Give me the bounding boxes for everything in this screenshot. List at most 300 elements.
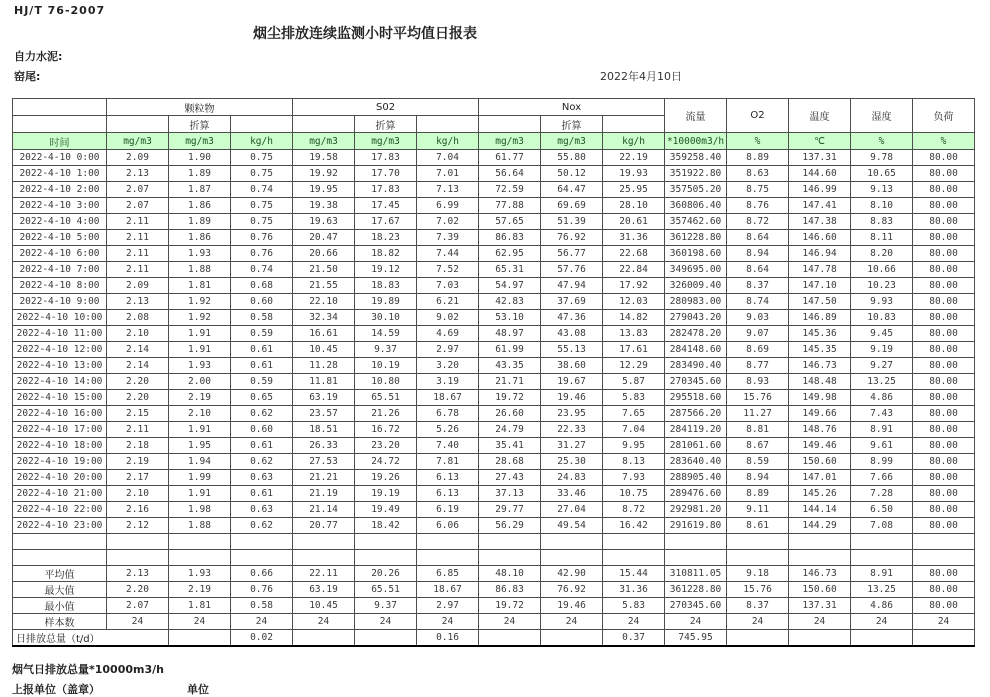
daily-total-value-cell: 745.95: [665, 630, 727, 647]
value-cell: 16.72: [355, 422, 417, 438]
value-cell: 17.70: [355, 166, 417, 182]
unit-cell-9: *10000m3/h: [665, 133, 727, 150]
value-cell: 1.91: [169, 342, 231, 358]
value-cell: 9.11: [727, 502, 789, 518]
value-cell: 2.97: [417, 342, 479, 358]
time-cell: 2022-4-10 21:00: [13, 486, 107, 502]
value-cell: 0.76: [231, 230, 293, 246]
value-cell: 7.39: [417, 230, 479, 246]
empty-cell: [13, 534, 107, 550]
value-cell: 7.28: [851, 486, 913, 502]
value-cell: 15.76: [727, 390, 789, 406]
data-row: [13, 214, 975, 230]
data-row: [13, 518, 975, 534]
value-cell: 80.00: [913, 326, 975, 342]
value-cell: 2.10: [107, 326, 169, 342]
value-cell: 27.43: [479, 470, 541, 486]
value-cell: 10.65: [851, 166, 913, 182]
empty-cell: [417, 534, 479, 550]
value-cell: 80.00: [913, 262, 975, 278]
value-cell: 146.73: [789, 358, 851, 374]
summary-row: [13, 566, 975, 582]
value-cell: 14.59: [355, 326, 417, 342]
unit-cell-1: mg/m3: [169, 133, 231, 150]
summary-value-cell: 24: [789, 614, 851, 630]
time-cell: 2022-4-10 6:00: [13, 246, 107, 262]
value-cell: 19.26: [355, 470, 417, 486]
value-cell: 19.58: [293, 150, 355, 166]
header-group-1: S02: [293, 99, 479, 116]
value-cell: 37.13: [479, 486, 541, 502]
daily-total-value-cell: [789, 630, 851, 647]
value-cell: 10.19: [355, 358, 417, 374]
time-cell: 2022-4-10 5:00: [13, 230, 107, 246]
summary-row: [13, 614, 975, 630]
header-span-col-3: 湿度: [851, 99, 913, 133]
header-sub-empty: [293, 116, 355, 133]
value-cell: 0.68: [231, 278, 293, 294]
summary-value-cell: 24: [665, 614, 727, 630]
time-cell: 2022-4-10 14:00: [13, 374, 107, 390]
unit-cell-2: kg/h: [231, 133, 293, 150]
value-cell: 289476.60: [665, 486, 727, 502]
value-cell: 146.89: [789, 310, 851, 326]
summary-value-cell: 361228.80: [665, 582, 727, 598]
value-cell: 80.00: [913, 438, 975, 454]
value-cell: 51.39: [541, 214, 603, 230]
value-cell: 3.20: [417, 358, 479, 374]
value-cell: 148.48: [789, 374, 851, 390]
data-row: [13, 294, 975, 310]
value-cell: 295518.60: [665, 390, 727, 406]
empty-cell: [727, 534, 789, 550]
summary-value-cell: 22.11: [293, 566, 355, 582]
summary-value-cell: 24: [107, 614, 169, 630]
empty-cell: [851, 534, 913, 550]
summary-label: 样本数: [13, 614, 107, 630]
value-cell: 8.99: [851, 454, 913, 470]
footer-line: [12, 681, 990, 696]
data-row: [13, 150, 975, 166]
value-cell: 22.68: [603, 246, 665, 262]
value-cell: 2.07: [107, 182, 169, 198]
unit-cell-0: mg/m3: [107, 133, 169, 150]
data-row: [13, 438, 975, 454]
value-cell: 8.75: [727, 182, 789, 198]
value-cell: 80.00: [913, 166, 975, 182]
value-cell: 19.12: [355, 262, 417, 278]
summary-value-cell: 15.76: [727, 582, 789, 598]
summary-value-cell: 42.90: [541, 566, 603, 582]
summary-value-cell: 31.36: [603, 582, 665, 598]
value-cell: 0.74: [231, 182, 293, 198]
time-cell: 2022-4-10 9:00: [13, 294, 107, 310]
value-cell: 80.00: [913, 246, 975, 262]
value-cell: 80.00: [913, 230, 975, 246]
value-cell: 80.00: [913, 358, 975, 374]
empty-cell: [913, 550, 975, 566]
time-cell: 2022-4-10 15:00: [13, 390, 107, 406]
value-cell: 8.93: [727, 374, 789, 390]
value-cell: 282478.20: [665, 326, 727, 342]
value-cell: 19.95: [293, 182, 355, 198]
data-row: [13, 374, 975, 390]
value-cell: 9.27: [851, 358, 913, 374]
value-cell: 2.11: [107, 230, 169, 246]
value-cell: 13.25: [851, 374, 913, 390]
value-cell: 8.89: [727, 486, 789, 502]
value-cell: 29.77: [479, 502, 541, 518]
value-cell: 349695.00: [665, 262, 727, 278]
daily-total-row: [13, 630, 975, 647]
value-cell: 19.67: [541, 374, 603, 390]
value-cell: 4.69: [417, 326, 479, 342]
summary-value-cell: 24: [231, 614, 293, 630]
value-cell: 2.13: [107, 166, 169, 182]
header-row-groups: [13, 99, 975, 116]
header-span-col-2: 温度: [789, 99, 851, 133]
empty-cell: [13, 550, 107, 566]
value-cell: 24.72: [355, 454, 417, 470]
value-cell: 8.76: [727, 198, 789, 214]
data-row: [13, 502, 975, 518]
value-cell: 9.02: [417, 310, 479, 326]
time-cell: 2022-4-10 17:00: [13, 422, 107, 438]
time-cell: 2022-4-10 4:00: [13, 214, 107, 230]
value-cell: 49.54: [541, 518, 603, 534]
value-cell: 147.50: [789, 294, 851, 310]
value-cell: 6.13: [417, 486, 479, 502]
value-cell: 30.10: [355, 310, 417, 326]
header-sub-empty: [417, 116, 479, 133]
value-cell: 57.65: [479, 214, 541, 230]
value-cell: 18.67: [417, 390, 479, 406]
value-cell: 283490.40: [665, 358, 727, 374]
header-group-2: Nox: [479, 99, 665, 116]
value-cell: 64.47: [541, 182, 603, 198]
value-cell: 8.64: [727, 262, 789, 278]
time-cell: 2022-4-10 16:00: [13, 406, 107, 422]
daily-total-value-cell: 0.16: [417, 630, 479, 647]
value-cell: 20.61: [603, 214, 665, 230]
value-cell: 13.83: [603, 326, 665, 342]
value-cell: 7.81: [417, 454, 479, 470]
value-cell: 20.66: [293, 246, 355, 262]
header-row-units: [13, 133, 975, 150]
value-cell: 6.99: [417, 198, 479, 214]
value-cell: 2.15: [107, 406, 169, 422]
summary-value-cell: 2.13: [107, 566, 169, 582]
summary-value-cell: 8.37: [727, 598, 789, 614]
value-cell: 28.68: [479, 454, 541, 470]
summary-value-cell: 0.76: [231, 582, 293, 598]
value-cell: 22.33: [541, 422, 603, 438]
value-cell: 8.37: [727, 278, 789, 294]
value-cell: 9.07: [727, 326, 789, 342]
value-cell: 56.77: [541, 246, 603, 262]
value-cell: 6.21: [417, 294, 479, 310]
value-cell: 1.99: [169, 470, 231, 486]
daily-total-value-cell: [913, 630, 975, 647]
value-cell: 11.81: [293, 374, 355, 390]
value-cell: 147.01: [789, 470, 851, 486]
value-cell: 8.59: [727, 454, 789, 470]
value-cell: 80.00: [913, 182, 975, 198]
value-cell: 53.10: [479, 310, 541, 326]
value-cell: 20.47: [293, 230, 355, 246]
unit-cell-6: mg/m3: [479, 133, 541, 150]
summary-row: [13, 582, 975, 598]
value-cell: 14.82: [603, 310, 665, 326]
value-cell: 8.74: [727, 294, 789, 310]
value-cell: 8.72: [727, 214, 789, 230]
value-cell: 43.35: [479, 358, 541, 374]
value-cell: 147.10: [789, 278, 851, 294]
summary-value-cell: 24: [293, 614, 355, 630]
daily-total-value-cell: [355, 630, 417, 647]
header-span-col-4: 负荷: [913, 99, 975, 133]
value-cell: 80.00: [913, 150, 975, 166]
value-cell: 8.11: [851, 230, 913, 246]
header-converted-0: 折算: [169, 116, 231, 133]
value-cell: 7.01: [417, 166, 479, 182]
summary-value-cell: 146.73: [789, 566, 851, 582]
summary-value-cell: 0.66: [231, 566, 293, 582]
value-cell: 21.19: [293, 486, 355, 502]
standard-code: HJ/T 76-2007: [14, 4, 106, 17]
empty-cell: [727, 550, 789, 566]
value-cell: 147.41: [789, 198, 851, 214]
empty-cell: [355, 550, 417, 566]
value-cell: 7.66: [851, 470, 913, 486]
value-cell: 35.41: [479, 438, 541, 454]
value-cell: 5.87: [603, 374, 665, 390]
value-cell: 19.46: [541, 390, 603, 406]
value-cell: 16.42: [603, 518, 665, 534]
empty-cell: [355, 534, 417, 550]
value-cell: 2.16: [107, 502, 169, 518]
summary-value-cell: 24: [603, 614, 665, 630]
summary-value-cell: 24: [169, 614, 231, 630]
value-cell: 145.26: [789, 486, 851, 502]
report-table: [12, 98, 975, 647]
unit-label: 单位: [187, 683, 209, 696]
time-cell: 2022-4-10 0:00: [13, 150, 107, 166]
summary-value-cell: 0.58: [231, 598, 293, 614]
unit-cell-3: mg/m3: [293, 133, 355, 150]
empty-cell: [169, 534, 231, 550]
value-cell: 72.59: [479, 182, 541, 198]
value-cell: 55.13: [541, 342, 603, 358]
value-cell: 19.63: [293, 214, 355, 230]
value-cell: 8.91: [851, 422, 913, 438]
data-row: [13, 198, 975, 214]
data-row: [13, 342, 975, 358]
value-cell: 0.61: [231, 342, 293, 358]
value-cell: 0.61: [231, 438, 293, 454]
location-row: [14, 68, 990, 83]
time-cell: 2022-4-10 11:00: [13, 326, 107, 342]
unit-cell-7: mg/m3: [541, 133, 603, 150]
summary-value-cell: 6.85: [417, 566, 479, 582]
value-cell: 17.83: [355, 182, 417, 198]
value-cell: 7.02: [417, 214, 479, 230]
value-cell: 357462.60: [665, 214, 727, 230]
value-cell: 1.81: [169, 278, 231, 294]
data-row: [13, 182, 975, 198]
value-cell: 1.93: [169, 246, 231, 262]
value-cell: 80.00: [913, 342, 975, 358]
report-page: [0, 4, 990, 696]
value-cell: 0.62: [231, 454, 293, 470]
data-row: [13, 246, 975, 262]
value-cell: 2.10: [169, 406, 231, 422]
value-cell: 291619.80: [665, 518, 727, 534]
daily-total-value-cell: 0.02: [231, 630, 293, 647]
value-cell: 1.98: [169, 502, 231, 518]
empty-cell: [479, 550, 541, 566]
value-cell: 149.98: [789, 390, 851, 406]
location-label: 窑尾:: [14, 70, 41, 83]
value-cell: 2.11: [107, 246, 169, 262]
value-cell: 10.23: [851, 278, 913, 294]
value-cell: 287566.20: [665, 406, 727, 422]
value-cell: 1.92: [169, 310, 231, 326]
value-cell: 23.20: [355, 438, 417, 454]
value-cell: 8.20: [851, 246, 913, 262]
value-cell: 144.29: [789, 518, 851, 534]
value-cell: 27.04: [541, 502, 603, 518]
value-cell: 20.77: [293, 518, 355, 534]
value-cell: 43.08: [541, 326, 603, 342]
value-cell: 37.69: [541, 294, 603, 310]
value-cell: 145.35: [789, 342, 851, 358]
empty-cell: [541, 534, 603, 550]
empty-cell: [417, 550, 479, 566]
value-cell: 80.00: [913, 214, 975, 230]
value-cell: 148.76: [789, 422, 851, 438]
value-cell: 7.04: [417, 150, 479, 166]
value-cell: 7.40: [417, 438, 479, 454]
value-cell: 6.78: [417, 406, 479, 422]
data-row: [13, 358, 975, 374]
value-cell: 24.83: [541, 470, 603, 486]
unit-cell-13: %: [913, 133, 975, 150]
summary-value-cell: 150.60: [789, 582, 851, 598]
value-cell: 80.00: [913, 390, 975, 406]
value-cell: 2.17: [107, 470, 169, 486]
data-row: [13, 406, 975, 422]
value-cell: 19.38: [293, 198, 355, 214]
empty-cell: [603, 534, 665, 550]
summary-value-cell: 1.81: [169, 598, 231, 614]
value-cell: 149.66: [789, 406, 851, 422]
value-cell: 10.66: [851, 262, 913, 278]
value-cell: 7.03: [417, 278, 479, 294]
table-header: [13, 99, 975, 150]
value-cell: 33.46: [541, 486, 603, 502]
value-cell: 76.92: [541, 230, 603, 246]
value-cell: 1.89: [169, 214, 231, 230]
value-cell: 7.93: [603, 470, 665, 486]
value-cell: 6.19: [417, 502, 479, 518]
data-row: [13, 326, 975, 342]
value-cell: 31.36: [603, 230, 665, 246]
value-cell: 0.75: [231, 198, 293, 214]
value-cell: 38.60: [541, 358, 603, 374]
summary-value-cell: 24: [727, 614, 789, 630]
value-cell: 283640.40: [665, 454, 727, 470]
value-cell: 80.00: [913, 518, 975, 534]
value-cell: 146.60: [789, 230, 851, 246]
value-cell: 80.00: [913, 454, 975, 470]
unit-cell-4: mg/m3: [355, 133, 417, 150]
value-cell: 28.10: [603, 198, 665, 214]
summary-value-cell: 24: [851, 614, 913, 630]
data-row: [13, 454, 975, 470]
empty-cell: [851, 550, 913, 566]
value-cell: 7.13: [417, 182, 479, 198]
value-cell: 8.13: [603, 454, 665, 470]
value-cell: 0.61: [231, 486, 293, 502]
value-cell: 2.11: [107, 214, 169, 230]
value-cell: 2.19: [107, 454, 169, 470]
value-cell: 7.04: [603, 422, 665, 438]
empty-cell: [789, 534, 851, 550]
value-cell: 4.86: [851, 390, 913, 406]
value-cell: 0.74: [231, 262, 293, 278]
header-empty-cell: [13, 99, 107, 116]
value-cell: 19.89: [355, 294, 417, 310]
value-cell: 2.20: [107, 390, 169, 406]
time-cell: 2022-4-10 13:00: [13, 358, 107, 374]
value-cell: 9.19: [851, 342, 913, 358]
summary-value-cell: 24: [479, 614, 541, 630]
value-cell: 351922.80: [665, 166, 727, 182]
value-cell: 48.97: [479, 326, 541, 342]
value-cell: 47.36: [541, 310, 603, 326]
summary-value-cell: 8.91: [851, 566, 913, 582]
daily-total-value-cell: 0.37: [603, 630, 665, 647]
value-cell: 86.83: [479, 230, 541, 246]
value-cell: 17.67: [355, 214, 417, 230]
value-cell: 9.61: [851, 438, 913, 454]
time-cell: 2022-4-10 20:00: [13, 470, 107, 486]
value-cell: 80.00: [913, 310, 975, 326]
value-cell: 1.88: [169, 262, 231, 278]
empty-cell: [231, 534, 293, 550]
value-cell: 0.76: [231, 246, 293, 262]
time-cell: 2022-4-10 2:00: [13, 182, 107, 198]
time-cell: 2022-4-10 23:00: [13, 518, 107, 534]
value-cell: 7.52: [417, 262, 479, 278]
value-cell: 19.72: [479, 390, 541, 406]
value-cell: 2.10: [107, 486, 169, 502]
value-cell: 32.34: [293, 310, 355, 326]
value-cell: 5.83: [603, 390, 665, 406]
value-cell: 9.13: [851, 182, 913, 198]
value-cell: 18.82: [355, 246, 417, 262]
value-cell: 17.61: [603, 342, 665, 358]
value-cell: 7.65: [603, 406, 665, 422]
value-cell: 3.19: [417, 374, 479, 390]
value-cell: 147.38: [789, 214, 851, 230]
daily-total-value-cell: [169, 630, 231, 647]
time-cell: 2022-4-10 1:00: [13, 166, 107, 182]
value-cell: 26.33: [293, 438, 355, 454]
value-cell: 2.11: [107, 422, 169, 438]
summary-value-cell: 63.19: [293, 582, 355, 598]
